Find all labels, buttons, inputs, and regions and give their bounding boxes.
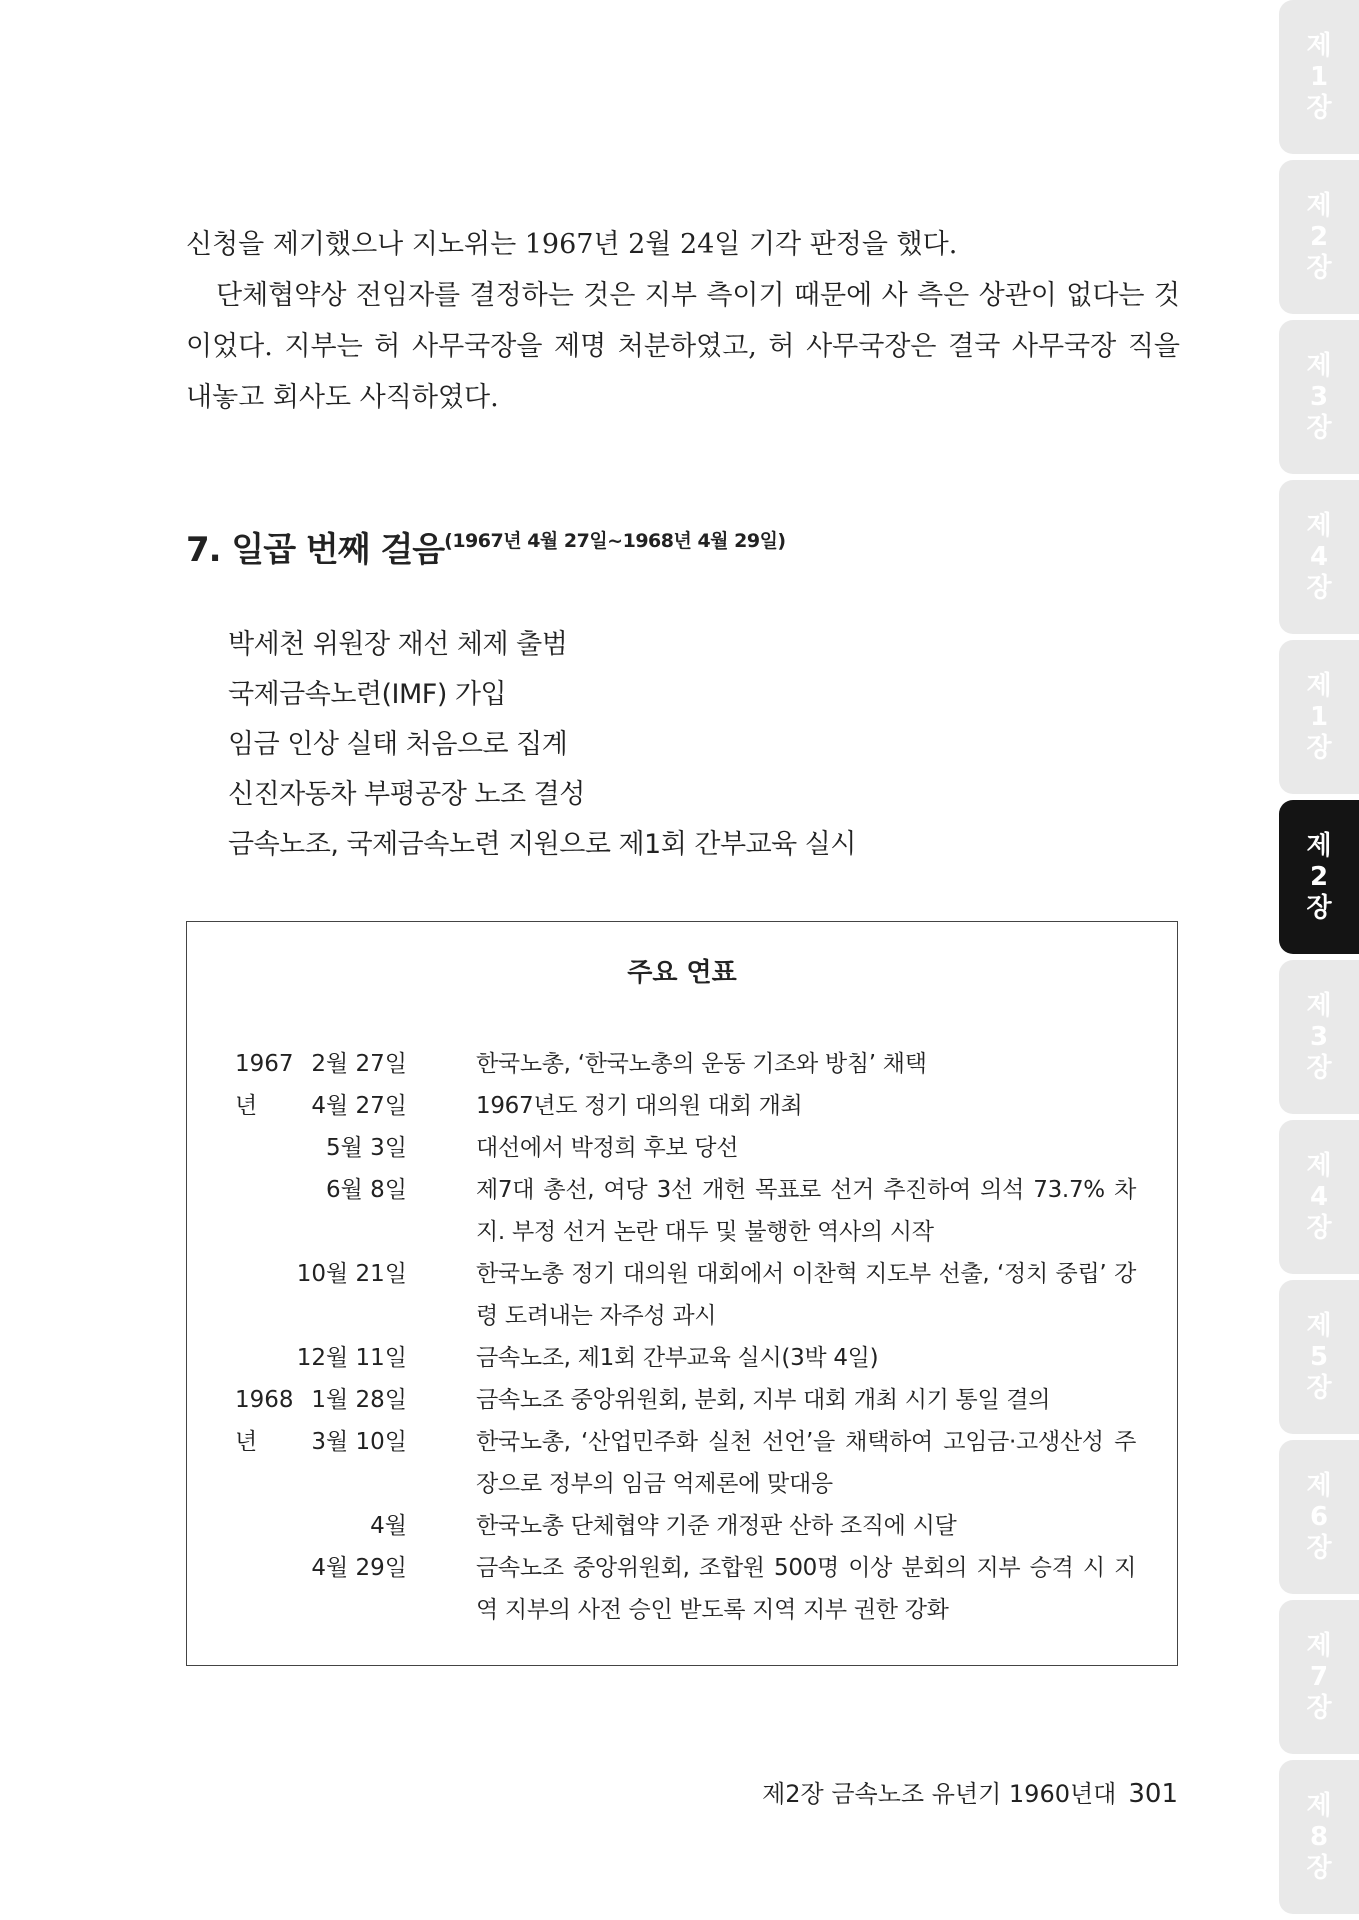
chapter-tab-number: 4 — [1309, 541, 1329, 572]
timeline-event: 금속노조, 제1회 간부교육 실시(3박 4일) — [476, 1345, 879, 1371]
timeline-date: 1월 28일 — [311, 1387, 407, 1413]
timeline-year: 1967년 — [235, 1051, 294, 1119]
chapter-tab-label: 장 — [1306, 1212, 1332, 1243]
chapter-tab-number: 1 — [1309, 61, 1329, 92]
chapter-tab-number: 5 — [1309, 1341, 1329, 1372]
chapter-tab-number: 6 — [1309, 1501, 1329, 1532]
chapter-tab-label: 제 — [1306, 1790, 1332, 1821]
page-footer — [762, 1774, 1178, 1809]
timeline-row — [187, 1127, 1177, 1169]
timeline-date: 6월 8일 — [325, 1177, 407, 1203]
body-paragraph-2: 단체협약상 전임자를 결정하는 것은 지부 측이기 때문에 사 측은 상관이 없다는 것이었다. 지부는 허 사무국장을 제명 처분하였고, 허 사무국장은 결국 사무국장 직을 내놓고 회사도 사직하였다. — [186, 280, 1180, 413]
page-number: 301 — [1128, 1779, 1178, 1809]
chapter-tab-label: 제 — [1306, 1470, 1332, 1501]
timeline-date: 4월 27일 — [311, 1093, 407, 1119]
timeline-row — [187, 1547, 1177, 1631]
chapter-tab-label: 제 — [1306, 350, 1332, 381]
timeline-event: 1967년도 정기 대의원 대회 개최 — [476, 1093, 803, 1119]
chapter-tab-label: 장 — [1306, 412, 1332, 443]
timeline-date: 4월 — [370, 1513, 407, 1539]
chapter-tab-number: 4 — [1309, 1181, 1329, 1212]
chapter-tab-label: 제 — [1306, 670, 1332, 701]
timeline-event: 한국노총 단체협약 기준 개정판 산하 조직에 시달 — [476, 1513, 957, 1539]
chapter-tab[interactable] — [1279, 320, 1359, 474]
chapter-tab-label: 제 — [1306, 830, 1332, 861]
chapter-tab[interactable] — [1279, 1760, 1359, 1914]
chapter-tab-number: 2 — [1309, 221, 1329, 252]
timeline-date: 5월 3일 — [325, 1135, 407, 1161]
summary-item: 신진자동차 부평공장 노조 결성 — [228, 779, 585, 810]
chapter-tabs — [1279, 0, 1359, 1920]
chapter-tab-number: 3 — [1309, 381, 1329, 412]
chapter-tab[interactable] — [1279, 640, 1359, 794]
timeline-row — [187, 1421, 1177, 1505]
chapter-tab[interactable] — [1279, 1120, 1359, 1274]
chapter-tab-label: 장 — [1306, 572, 1332, 603]
timeline-year: 1968년 — [235, 1387, 294, 1455]
timeline-row — [187, 1253, 1177, 1337]
summary-item: 임금 인상 실태 처음으로 집계 — [228, 729, 568, 760]
chapter-tab[interactable] — [1279, 160, 1359, 314]
chapter-tab[interactable] — [1279, 1600, 1359, 1754]
timeline-event: 한국노총, ‘한국노총의 운동 기조와 방침’ 채택 — [476, 1051, 927, 1077]
timeline-event: 한국노총 정기 대의원 대회에서 이찬혁 지도부 선출, ‘정치 중립’ 강령 도려내는 자주성 과시 — [476, 1261, 1136, 1329]
chapter-tab-active[interactable] — [1279, 800, 1359, 954]
timeline-event: 제7대 총선, 여당 3선 개헌 목표로 선거 추진하여 의석 73.7% 차지. 부정 선거 논란 대두 및 불행한 역사의 시작 — [476, 1177, 1136, 1245]
timeline-box — [186, 921, 1178, 1666]
summary-item: 금속노조, 국제금속노련 지원으로 제1회 간부교육 실시 — [228, 829, 856, 860]
section-date-range: (1967년 4월 27일~1968년 4월 29일) — [444, 530, 786, 552]
timeline-event: 금속노조 중앙위원회, 조합원 500명 이상 분회의 지부 승격 시 지역 지부의 사전 승인 받도록 지역 지부 권한 강화 — [476, 1555, 1136, 1623]
timeline-date: 12월 11일 — [296, 1345, 407, 1371]
chapter-tab-label: 장 — [1306, 1692, 1332, 1723]
section-title-text: 7. 일곱 번째 걸음 — [186, 530, 445, 570]
chapter-tab-label: 제 — [1306, 1630, 1332, 1661]
chapter-tab-label: 제 — [1306, 30, 1332, 61]
chapter-tab-label: 장 — [1306, 892, 1332, 923]
chapter-tab-label: 장 — [1306, 1372, 1332, 1403]
timeline-title: 주요 연표 — [627, 958, 737, 988]
chapter-tab-label: 제 — [1306, 190, 1332, 221]
timeline-event: 한국노총, ‘산업민주화 실천 선언’을 채택하여 고임금·고생산성 주장으로 정부의 임금 억제론에 맞대응 — [476, 1429, 1136, 1497]
chapter-tab-number: 2 — [1309, 861, 1329, 892]
timeline-event: 금속노조 중앙위원회, 분회, 지부 대회 개최 시기 통일 결의 — [476, 1387, 1051, 1413]
chapter-tab-label: 장 — [1306, 1852, 1332, 1883]
timeline-rows — [187, 1043, 1177, 1631]
timeline-event: 대선에서 박정희 후보 당선 — [476, 1135, 739, 1161]
body-paragraph-1: 신청을 제기했으나 지노위는 1967년 2월 24일 기각 판정을 했다. — [186, 229, 958, 260]
chapter-tab[interactable] — [1279, 480, 1359, 634]
chapter-tab-label: 제 — [1306, 990, 1332, 1021]
chapter-tab-label: 제 — [1306, 1150, 1332, 1181]
timeline-date: 4월 29일 — [311, 1555, 407, 1581]
section-summary-list — [228, 620, 856, 870]
chapter-tab[interactable] — [1279, 1280, 1359, 1434]
chapter-tab-label: 장 — [1306, 1532, 1332, 1563]
chapter-tab-number: 1 — [1309, 701, 1329, 732]
timeline-row — [187, 1337, 1177, 1379]
running-title: 제2장 금속노조 유년기 1960년대 — [762, 1780, 1117, 1808]
chapter-tab-label: 장 — [1306, 92, 1332, 123]
section-title — [186, 522, 786, 571]
chapter-tab-label: 장 — [1306, 1052, 1332, 1083]
summary-item: 국제금속노련(IMF) 가입 — [228, 679, 507, 710]
timeline-date: 3월 10일 — [311, 1429, 407, 1455]
chapter-tab-label: 제 — [1306, 510, 1332, 541]
chapter-tab-label: 제 — [1306, 1310, 1332, 1341]
summary-item: 박세천 위원장 재선 체제 출범 — [228, 629, 568, 660]
timeline-date: 10월 21일 — [296, 1261, 407, 1287]
timeline-date: 2월 27일 — [311, 1051, 407, 1077]
chapter-tab[interactable] — [1279, 960, 1359, 1114]
chapter-tab[interactable] — [1279, 0, 1359, 154]
chapter-tab[interactable] — [1279, 1440, 1359, 1594]
timeline-row — [187, 1085, 1177, 1127]
chapter-tab-number: 7 — [1309, 1661, 1329, 1692]
chapter-tab-number: 8 — [1309, 1821, 1329, 1852]
chapter-tab-label: 장 — [1306, 252, 1332, 283]
chapter-tab-number: 3 — [1309, 1021, 1329, 1052]
timeline-row — [187, 1505, 1177, 1547]
timeline-row — [187, 1169, 1177, 1253]
chapter-tab-label: 장 — [1306, 732, 1332, 763]
